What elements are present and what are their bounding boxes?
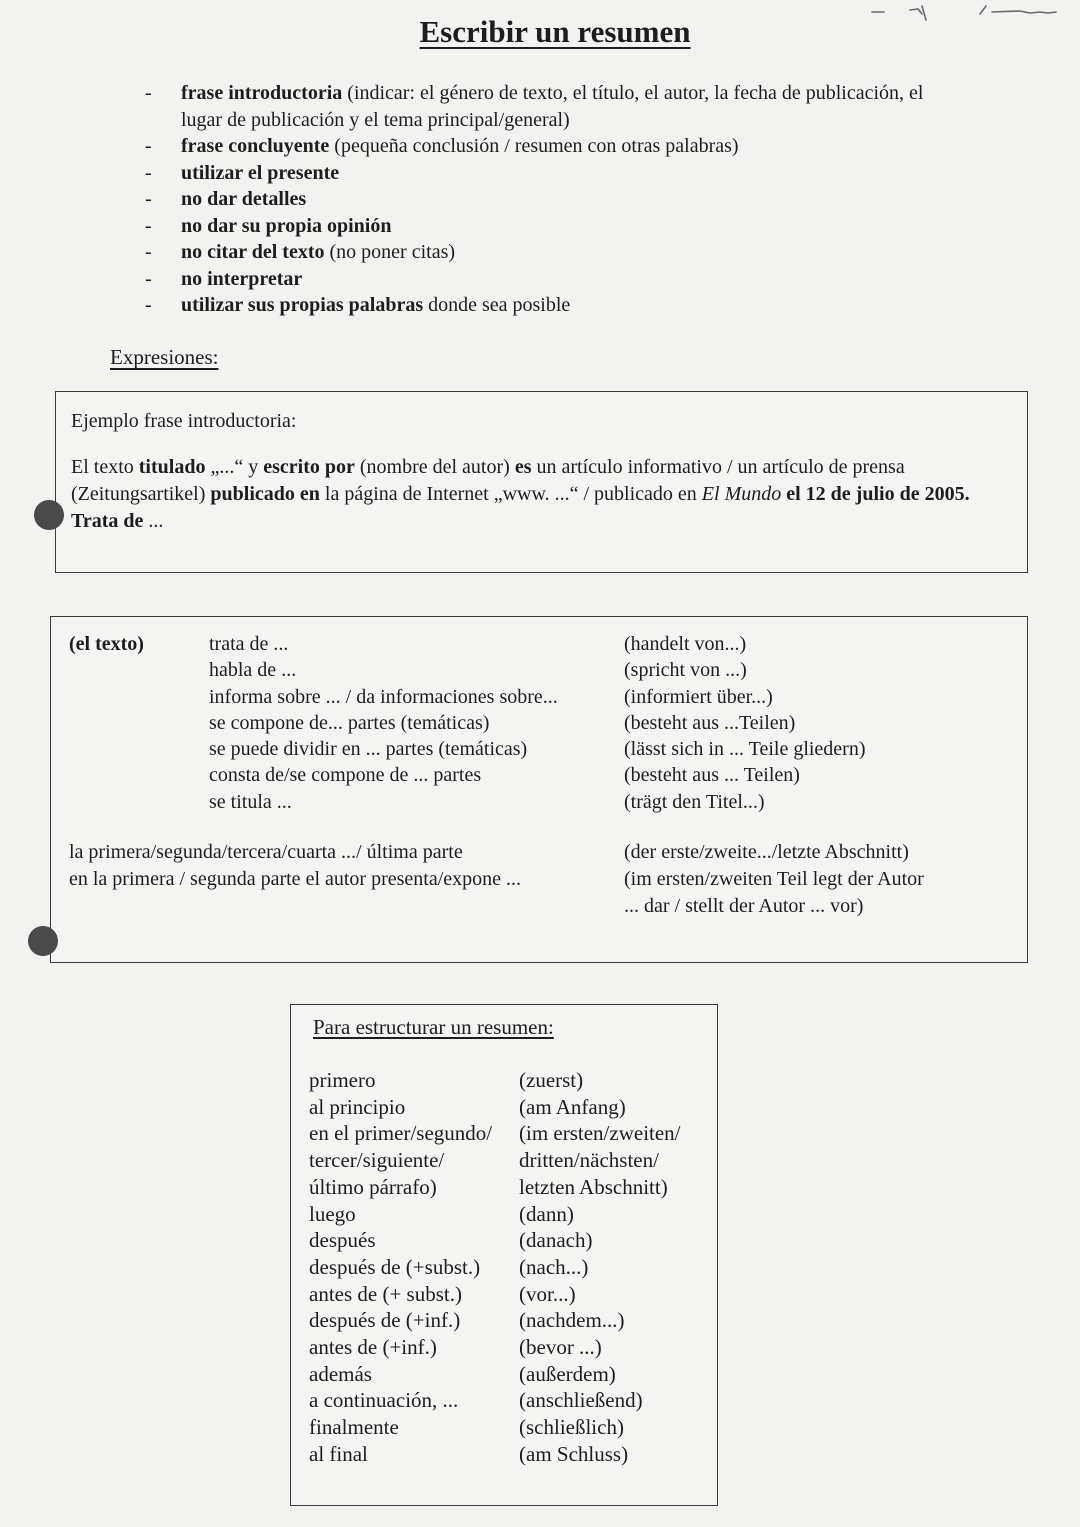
example-introductory-box (55, 391, 1028, 573)
page-title: Escribir un resumen (419, 14, 691, 49)
example-segment: El Mundo (701, 483, 782, 505)
rule-text (181, 80, 945, 133)
structure-de: (dann) (519, 1201, 574, 1226)
phrase-de: (besteht aus ...Teilen) (624, 711, 796, 734)
example-segment: un artículo informativo / un artículo de prensa (Zeitungsartikel) (71, 456, 905, 505)
structure-de: letzten Abschnitt) (519, 1174, 668, 1199)
rule-item (145, 133, 945, 160)
phrase-de: (spricht von ...) (624, 659, 747, 682)
structure-row (309, 1067, 681, 1094)
structure-de: (schließlich) (519, 1415, 624, 1440)
rule-item (145, 239, 945, 266)
structure-row (309, 1387, 681, 1414)
structure-row (309, 1147, 681, 1174)
structure-row (309, 1361, 681, 1388)
parts-phrase-de: ... dar / stellt der Autor ... vor) (624, 895, 864, 917)
structure-row (309, 1281, 681, 1308)
rule-dash: - (145, 82, 152, 104)
phrase-de: (trägt den Titel...) (624, 790, 765, 813)
punch-hole (34, 500, 64, 530)
parts-phrase-de: (der erste/zweite.../letzte Abschnitt) (624, 841, 909, 863)
structure-row (309, 1201, 681, 1228)
structure-box (290, 1004, 718, 1506)
structure-de: (außerdem) (519, 1361, 616, 1386)
example-segment: es (514, 456, 532, 478)
rule-dash: - (145, 135, 152, 157)
example-label: Ejemplo frase introductoria: (71, 410, 297, 432)
spanish-phrases-column (209, 631, 558, 815)
punch-hole (28, 926, 58, 956)
rule-item (145, 160, 945, 187)
structure-row (309, 1227, 681, 1254)
structure-es: después (309, 1228, 376, 1253)
phrase-es: se titula ... (209, 790, 292, 813)
structure-row (309, 1094, 681, 1121)
phrase-es: consta de/se compone de ... partes (209, 764, 482, 787)
structure-row (309, 1334, 681, 1361)
rule-bold: no citar del texto (181, 241, 325, 263)
structure-row (309, 1174, 681, 1201)
rule-bold: utilizar sus propias palabras (181, 294, 424, 316)
rule-dash: - (145, 294, 152, 316)
german-phrases-column (624, 631, 866, 815)
phrases-box (50, 616, 1028, 963)
rule-item (145, 186, 945, 213)
structure-es: luego (309, 1201, 356, 1226)
rule-dash: - (145, 188, 152, 210)
rule-bold: utilizar el presente (181, 161, 340, 184)
structure-row (309, 1307, 681, 1334)
structure-de: (anschließend) (519, 1388, 643, 1413)
rule-rest: donde sea posible (423, 294, 571, 316)
phrase-de: (informiert über...) (624, 685, 773, 708)
parts-phrase-de: (im ersten/zweiten Teil legt der Autor (624, 868, 924, 890)
example-segment: el 12 de julio de 2005. Trata de (71, 483, 970, 532)
example-segment: titulado (138, 456, 206, 478)
structure-de: (am Anfang) (519, 1094, 626, 1119)
rule-item (145, 213, 945, 240)
phrase-de: (handelt von...) (624, 633, 747, 655)
rule-bold: frase concluyente (181, 135, 330, 157)
phrase-es: informa sobre ... / da informaciones sobre... (209, 685, 558, 708)
parts-spanish-column (69, 839, 521, 893)
example-segment: la página de Internet „www. ...“ / publicado en (319, 483, 702, 505)
rule-rest: (no poner citas) (324, 241, 456, 263)
structure-es: al final (309, 1441, 368, 1466)
structure-de: (bevor ...) (519, 1335, 602, 1360)
example-segment: ... (143, 510, 164, 532)
rule-text (181, 213, 945, 240)
structure-es: después de (+subst.) (309, 1254, 481, 1279)
phrase-es: habla de ... (209, 659, 297, 682)
rule-rest: (indicar: el género de texto, el título, el autor, la fecha de publicación, el lugar de publicación y el tema principal/general) (181, 82, 924, 131)
structure-row (309, 1120, 681, 1147)
structure-es: en el primer/segundo/ (309, 1121, 493, 1146)
rule-dash: - (145, 267, 152, 290)
example-segment: (nombre del autor) (354, 456, 515, 478)
phrase-es: se compone de... partes (temáticas) (209, 711, 490, 734)
structure-es: último párrafo) (309, 1174, 437, 1199)
structure-de: (im ersten/zweiten/ (519, 1121, 681, 1146)
structure-heading: Para estructurar un resumen: (313, 1015, 554, 1039)
structure-de: dritten/nächsten/ (519, 1148, 659, 1173)
rule-bold: no dar su propia opinión (181, 214, 392, 237)
structure-es: después de (+inf.) (309, 1308, 461, 1333)
structure-row (309, 1254, 681, 1281)
rule-dash: - (145, 241, 152, 263)
structure-es: al principio (309, 1094, 406, 1119)
rule-text (181, 292, 945, 319)
phrase-es: se puede dividir en ... partes (temáticas) (209, 738, 528, 761)
structure-list (309, 1067, 681, 1468)
structure-row (309, 1414, 681, 1441)
subject-label: (el texto) (69, 633, 144, 655)
rule-text (181, 133, 945, 160)
structure-es: a continuación, ... (309, 1388, 459, 1413)
example-segment: publicado en (210, 483, 320, 505)
structure-es: además (309, 1361, 372, 1386)
structure-de: (am Schluss) (519, 1441, 629, 1466)
rules-list (145, 80, 945, 319)
structure-es: antes de (+ subst.) (309, 1281, 462, 1306)
expressions-label: Expresiones: (110, 345, 219, 369)
example-segment: „...“ y (205, 456, 264, 478)
rule-bold: no dar detalles (181, 188, 307, 210)
structure-de: (nachdem...) (519, 1308, 625, 1333)
structure-de: (vor...) (519, 1281, 576, 1306)
rule-rest: (pequeña conclusión / resumen con otras palabras) (329, 135, 739, 157)
rule-bold: no interpretar (181, 267, 303, 290)
rule-item (145, 80, 945, 133)
structure-es: antes de (+inf.) (309, 1335, 437, 1360)
rule-dash: - (145, 214, 152, 237)
rule-text (181, 239, 945, 266)
example-segment: escrito por (263, 456, 355, 478)
rule-item (145, 266, 945, 293)
example-sentence (71, 454, 1006, 535)
structure-de: (nach...) (519, 1254, 589, 1279)
rule-item (145, 292, 945, 319)
parts-phrase-es: en la primera / segunda parte el autor presenta/expone ... (69, 868, 522, 890)
rule-text (181, 160, 945, 187)
rule-text (181, 186, 945, 213)
structure-de: (zuerst) (519, 1068, 584, 1092)
structure-es: tercer/siguiente/ (309, 1148, 445, 1173)
structure-de: (danach) (519, 1228, 593, 1253)
structure-es: primero (309, 1068, 376, 1092)
rule-text (181, 266, 945, 293)
phrase-es: trata de ... (209, 633, 289, 655)
phrase-de: (lässt sich in ... Teile gliedern) (624, 738, 866, 761)
structure-row (309, 1441, 681, 1468)
parts-phrase-es: la primera/segunda/tercera/cuarta .../ última parte (69, 841, 463, 863)
rule-dash: - (145, 161, 152, 184)
example-segment: El texto (71, 456, 139, 478)
structure-es: finalmente (309, 1415, 399, 1440)
rule-bold: frase introductoria (181, 82, 343, 104)
parts-german-column (624, 839, 924, 920)
phrase-de: (besteht aus ... Teilen) (624, 764, 800, 787)
